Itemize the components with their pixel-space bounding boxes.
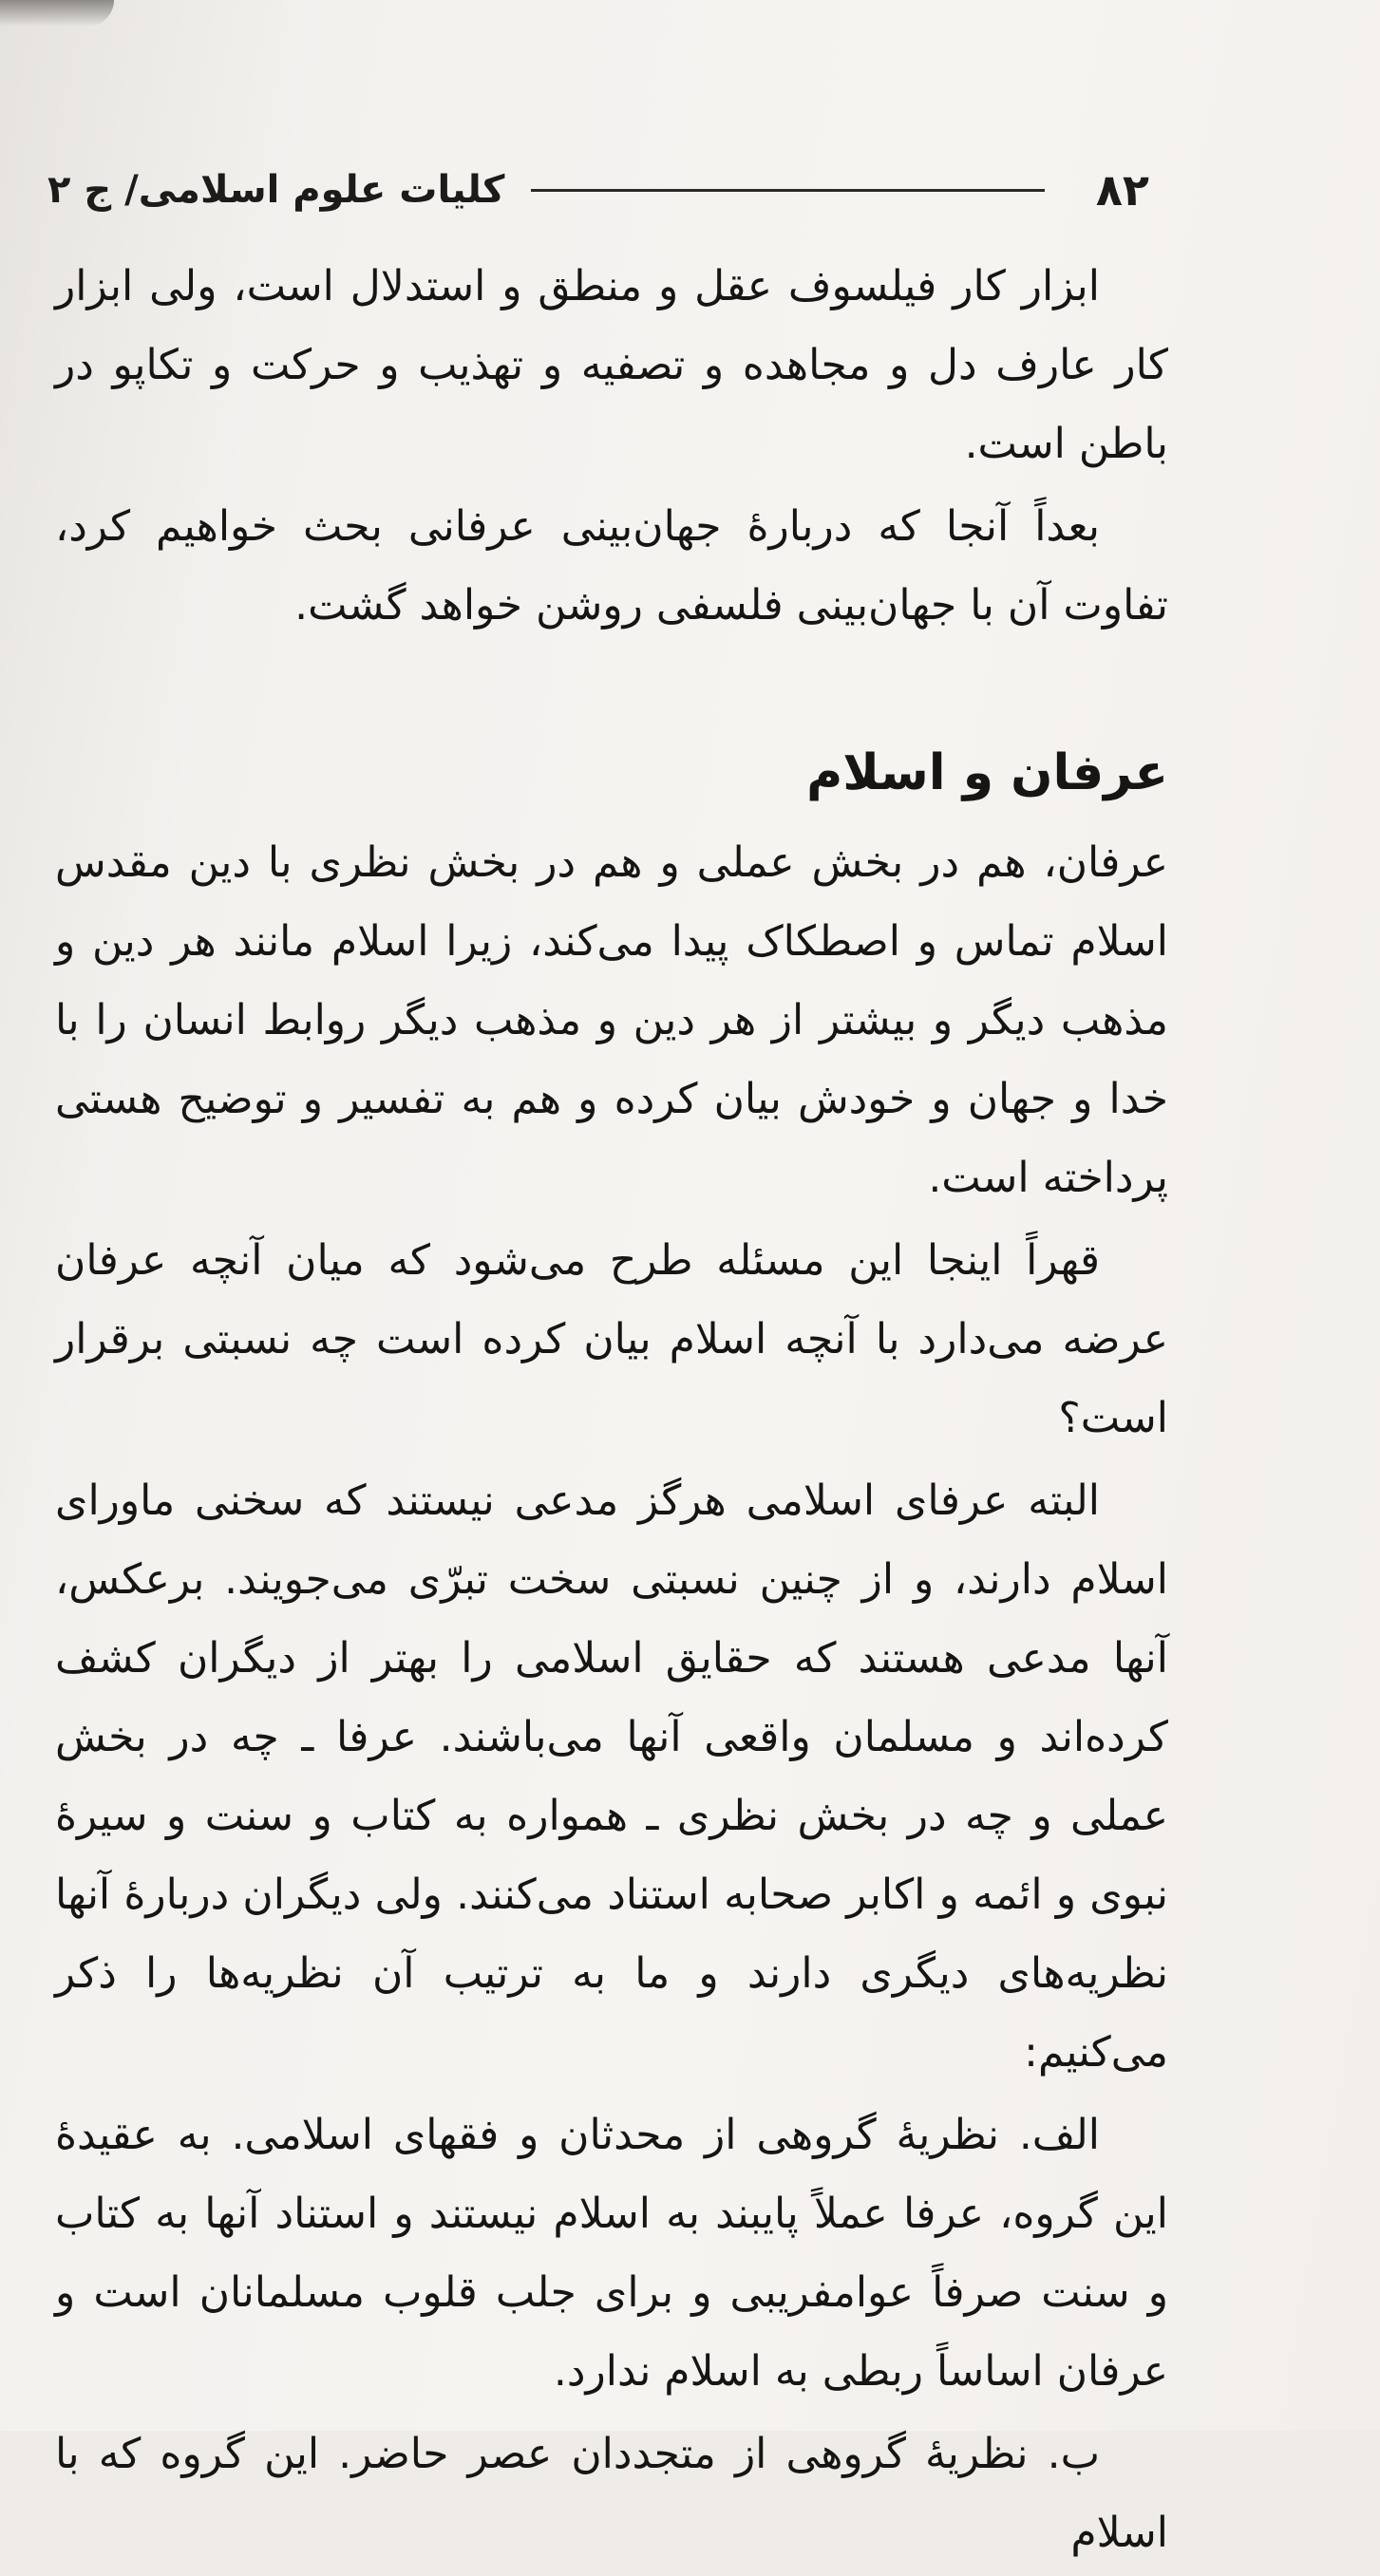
paragraph-tools: ابزار کار فیلسوف عقل و منطق و استدلال است، ولی ابزار کار عارف دل و مجاهده و تصفیه و تهذیب و حرکت و تکاپو در باطن است. xyxy=(55,262,1168,468)
paragraph-claims: البته عرفای اسلامی هرگز مدعی نیستند که سخنی ماورای اسلام دارند، و از چنین نسبتی سخت تبرّی می‌جویند. برعکس، آنها مدعی هستند که حقایق اسلامی را بهتر از دیگران کشف کرده‌اند و مسلمان واقعی آنها می‌باشند. عرفا ـ چه در بخش عملی و چه در بخش نظری ـ همواره به کتاب و سنت و سیرهٔ نبوی و ائمه و اکابر صحابه استناد می‌کنند. ولی دیگران دربارهٔ آنها نظریه‌های دیگری دارند و ما به ترتیب آن نظریه‌ها را ذکر می‌کنیم: xyxy=(55,1476,1168,2077)
header-rule xyxy=(531,189,1044,192)
paragraph-theory-b: ب. نظریهٔ گروهی از متجددان عصر حاضر. این گروه که با اسلام xyxy=(55,2430,1168,2557)
paragraph-question: قهراً اینجا این مسئله طرح می‌شود که میان آنچه عرفان عرضه می‌دارد با آنچه اسلام بیان کرده است چه نسبتی برقرار است؟ xyxy=(55,1236,1168,1442)
page-header xyxy=(47,157,1149,223)
paragraph-worldview: بعداً آنجا که دربارهٔ جهان‌بینی عرفانی بحث خواهیم کرد، تفاوت آن با جهان‌بینی فلسفی روشن خواهد گشت. xyxy=(55,502,1168,630)
page-corner-shadow xyxy=(0,0,114,27)
page-body xyxy=(55,247,1168,2576)
page-number: ۸۲ xyxy=(1095,164,1149,216)
running-title: کلیات علوم اسلامی/ ج ۲ xyxy=(47,168,505,212)
section-title: عرفان و اسلام xyxy=(806,744,1168,801)
paragraph-theory-a: الف. نظریهٔ گروهی از محدثان و فقهای اسلامی. به عقیدهٔ این گروه، عرفا عملاً پایبند به اسلام نیستند و استناد آنها به کتاب و سنت صرفاً عوامفریبی و برای جلب قلوب مسلمانان است و عرفان اساساً ربطی به اسلام ندارد. xyxy=(55,2111,1168,2396)
paragraph-contact: عرفان، هم در بخش عملی و هم در بخش نظری با دین مقدس اسلام تماس و اصطکاک پیدا می‌کند، زیرا اسلام مانند هر دین و مذهب دیگر و بیشتر از هر دین و مذهب دیگر روابط انسان را با خدا و جهان و خودش بیان کرده و هم به تفسیر و توضیح هستی پرداخته است. xyxy=(55,838,1168,1202)
